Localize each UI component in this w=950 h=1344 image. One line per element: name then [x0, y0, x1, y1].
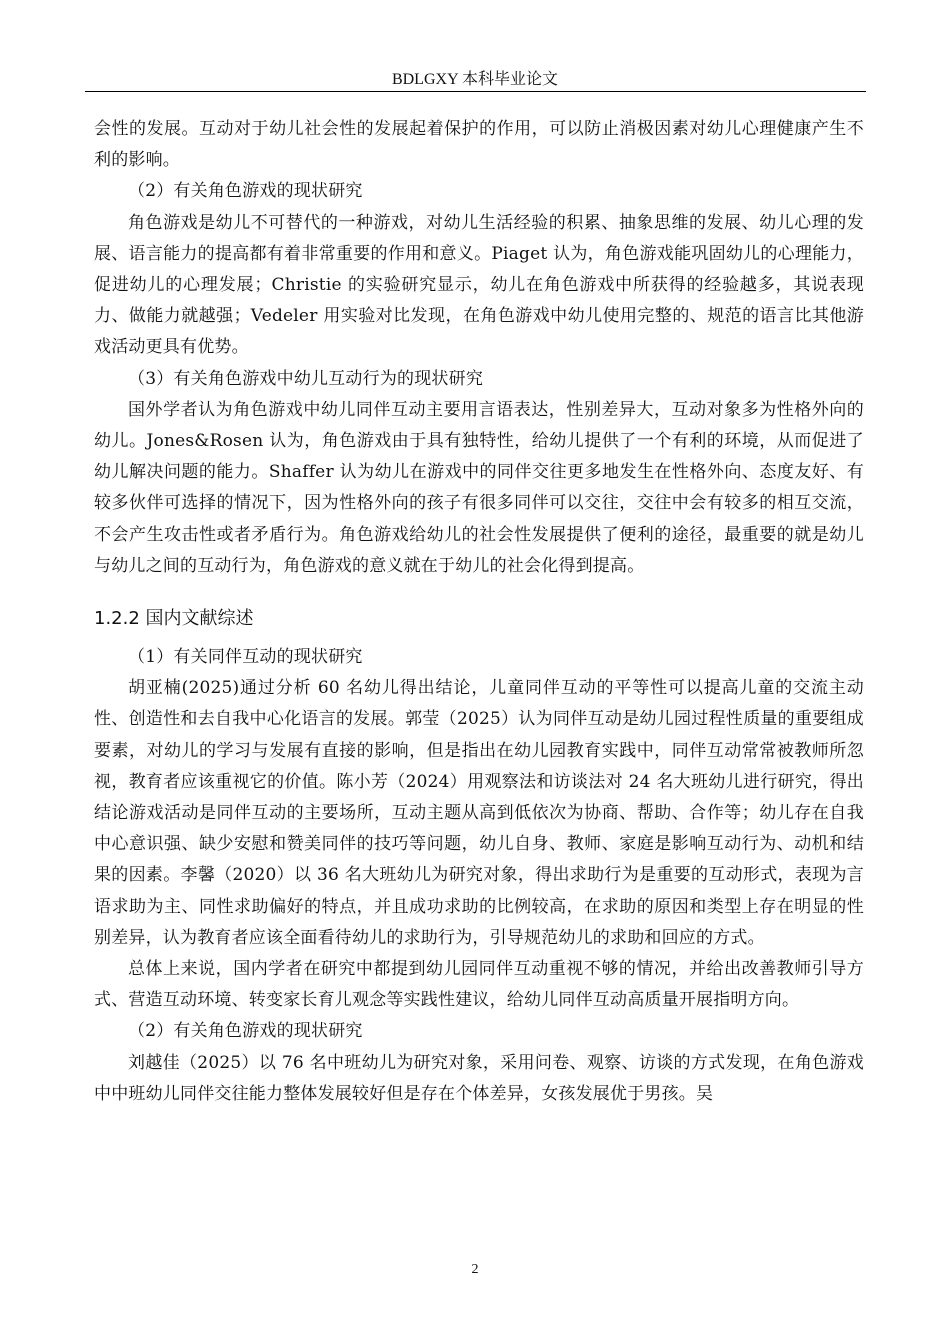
- page-number: 2: [471, 1262, 479, 1277]
- header-divider: [85, 91, 866, 92]
- paragraph: 国外学者认为角色游戏中幼儿同伴互动主要用言语表达，性别差异大，互动对象多为性格外向的幼儿。Jones&Rosen 认为，角色游戏由于具有独特性，给幼儿提供了一个有利的环境，从而促进了幼儿解决问题的能力。Shaffer 认为幼儿在游戏中的同伴交往更多地发生在性格外向、态度友好、有较多伙伴可选择的情况下，因为性格外向的孩子有很多同伴可以交往，交往中会有较多的相互交流，不会产生攻击性或者矛盾行为。角色游戏给幼儿的社会性发展提供了便利的途径，最重要的就是幼儿与幼儿之间的互动行为，角色游戏的意义就在于幼儿的社会化得到提高。: [94, 399, 864, 576]
- section-title: 1.2.2 国内文献综述: [94, 608, 254, 630]
- running-header: BDLGXY 本科毕业论文: [391, 71, 559, 88]
- paragraph: 刘越佳（2025）以 76 名中班幼儿为研究对象，采用问卷、观察、访谈的方式发现，在角色游戏中中班幼儿同伴交往能力整体发展较好但是存在个体差异，女孩发展优于男孩。吴: [94, 1052, 864, 1104]
- paragraph: 会性的发展。互动对于幼儿社会性的发展起着保护的作用，可以防止消极因素对幼儿心理健康产生不利的影响。: [94, 119, 864, 171]
- subheading: （3）有关角色游戏中幼儿互动行为的现状研究: [128, 368, 484, 389]
- subheading: （2）有关角色游戏的现状研究: [128, 181, 363, 202]
- document-body: [94, 114, 864, 1110]
- subheading: （1）有关同伴互动的现状研究: [128, 647, 363, 668]
- paragraph: 胡亚楠(2025)通过分析 60 名幼儿得出结论，儿童同伴互动的平等性可以提高儿童的交流主动性、创造性和去自我中心化语言的发展。郭莹（2025）认为同伴互动是幼儿园过程性质量的重要组成要素，对幼儿的学习与发展有直接的影响，但是指出在幼儿园教育实践中，同伴互动常常被教师所忽视，教育者应该重视它的价值。陈小芳（2024）用观察法和访谈法对 24 名大班幼儿进行研究，得出结论游戏活动是同伴互动的主要场所，互动主题从高到低依次为协商、帮助、合作等；幼儿存在自我中心意识强、缺少安慰和赞美同伴的技巧等问题，幼儿自身、教师、家庭是影响互动行为、动机和结果的因素。李馨（2020）以 36 名大班幼儿为研究对象，得出求助行为是重要的互动形式，表现为言语求助为主、同性求助偏好的特点，并且成功求助的比例较高，在求助的原因和类型上存在明显的性别差异，认为教育者应该全面看待幼儿的求助行为，引导规范幼儿的求助和回应的方式。: [94, 678, 864, 948]
- subheading: （2）有关角色游戏的现状研究: [128, 1021, 363, 1042]
- paragraph: 总体上来说，国内学者在研究中都提到幼儿园同伴互动重视不够的情况，并给出改善教师引导方式、营造互动环境、转变家长育儿观念等实践性建议，给幼儿同伴互动高质量开展指明方向。: [94, 959, 864, 1011]
- paragraph: 角色游戏是幼儿不可替代的一种游戏，对幼儿生活经验的积累、抽象思维的发展、幼儿心理的发展、语言能力的提高都有着非常重要的作用和意义。Piaget 认为，角色游戏能巩固幼儿的心理能力，促进幼儿的心理发展；Christie 的实验研究显示，幼儿在角色游戏中所获得的经验越多，其说表现力、做能力就越强；Vedeler 用实验对比发现，在角色游戏中幼儿使用完整的、规范的语言比其他游戏活动更具有优势。: [94, 212, 864, 358]
